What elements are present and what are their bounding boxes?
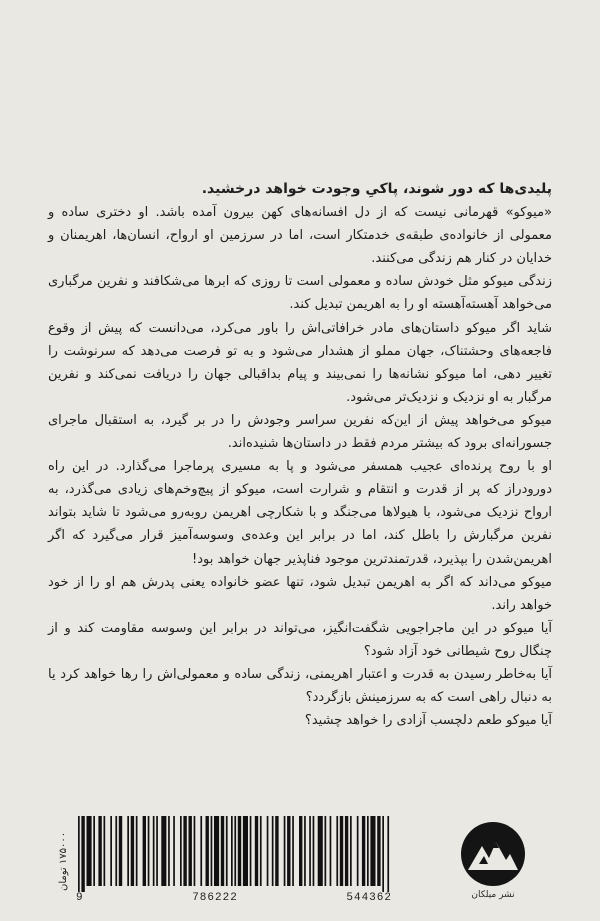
barcode-bar [387, 816, 389, 892]
blurb-paragraph: «میوکو» قهرمانی نیست که از دل افسانه‌های کهن بیرون آمده باشد. او دختری ساده و معمولی از خانواده‌ی طبقه‌ی خدمتکار است، اما در سرزمین او ارواح، انسان‌ها، اهریمنان و خدایان در کنار هم زندگی می‌کنند. [48, 205, 552, 267]
isbn-prefix-digit: 9 [76, 892, 84, 904]
barcode-bar [168, 816, 170, 886]
barcode-bar [255, 816, 258, 886]
blurb-paragraph: میوکو می‌خواهد پیش از این‌که نفرین سراسر وجودش را در بر گیرد، به استقبال ماجرای جسورانه‌ای برود که بیشتر مردم فقط در داستان‌ها شنیده‌اند. [48, 412, 552, 452]
barcode-bar [238, 816, 241, 886]
barcode-bar [377, 816, 380, 886]
barcode-bar [275, 816, 278, 886]
barcode-bar [221, 816, 224, 886]
barcode-bar [93, 816, 95, 886]
barcode-bar [304, 816, 306, 886]
barcode-bar [367, 816, 369, 886]
barcode-bar [156, 816, 158, 886]
barcode-bar [260, 816, 262, 886]
blurb-paragraph: میوکو می‌داند که اگر به اهریمن تبدیل شود، تنها عضو خانواده یعنی پدرش هم او را از خود خواهد راند. [48, 574, 552, 613]
barcode-bar [382, 816, 384, 892]
blurb-paragraph: شاید اگر میوکو داستان‌های مادر خرافاتی‌اش را باور می‌کرد، می‌دانست که پیش از وقوع فاجعه‌های وحشتناک، جهان مملو از هشدار می‌شود و به تو فرصت می‌دهد که سرنوشت را تغییر دهی، اما میوکو نشانه‌ها را نمی‌بیند و پیام بداقبالی جهان را دریافت نمی‌کند و نفرین مرگبار به او نزدیک و نزدیک‌تر می‌شود. [48, 320, 552, 405]
barcode-bar [299, 816, 302, 886]
barcode-bar [350, 816, 352, 886]
blurb-paragraph: زندگی میوکو مثل خودش ساده و معمولی است تا روزی که ابرها می‌شکافند و نفرین مرگباری می‌خواهد آهسته‌آهسته او را به اهریمن تبدیل کند. [48, 274, 552, 313]
barcode-bar [309, 816, 311, 886]
blurb-paragraph: آیا میوکو طعم دلچسب آزادی را خواهد چشید؟ [304, 713, 552, 729]
barcode-bar [148, 816, 150, 886]
barcode-bar [189, 816, 192, 886]
barcode-bar [211, 816, 213, 886]
barcode-bar [131, 816, 134, 886]
barcode-bar [78, 816, 80, 892]
barcode-bar [272, 816, 274, 886]
barcode-bar [313, 816, 315, 886]
barcode-bar [119, 816, 122, 886]
barcode-bar [234, 816, 236, 886]
barcode-bar [267, 816, 269, 886]
isbn-group-two: 544362 [346, 892, 392, 904]
barcode-bar [250, 816, 252, 886]
blurb-text [48, 178, 552, 732]
barcode-bar [98, 816, 101, 886]
mountain-logo-icon [460, 820, 526, 888]
barcode-bar [87, 816, 92, 886]
barcode-bar [206, 816, 209, 886]
barcode-bar [153, 816, 155, 886]
barcode-bar [243, 816, 248, 886]
barcode-bar [173, 816, 175, 886]
barcode-bar [81, 816, 84, 892]
barcode-bar [357, 816, 359, 886]
blurb-paragraph: آیا میوکو در این ماجراجویی شگفت‌انگیز، می‌تواند در برابر این وسوسه مقاومت کند و از چنگال روح شیطانی خود آزاد شود؟ [48, 620, 552, 659]
publisher-logo [460, 820, 526, 906]
blurb-paragraph: او با روح پرنده‌ای عجیب همسفر می‌شود و پا به مسیری پرماجرا می‌گذارد. در این راه دورودراز که پر از قدرت و انتقام و شرارت است، میوکو از پیچ‌وخم‌های زیادی می‌گذرد، به ارواح نزدیک می‌شود، با هیولاها می‌جنگد و با شکارچی اهریمن روبه‌رو می‌شود تا شاید بتواند نفرین مرگبارش را باطل کند، اما در برابر این وعده‌ی وسوسه‌آمیز قرار می‌گیرد که اگر اهریمن‌شدن را بپذیرد، قدرتمندترین موجود فناپذیر جهان خواهد بود! [48, 459, 552, 567]
barcode-bar [115, 816, 117, 886]
barcode-bar [136, 816, 138, 886]
barcode-bar [143, 816, 146, 886]
barcode-bar [110, 816, 112, 886]
barcode-bar [226, 816, 228, 886]
barcode-bar [214, 816, 219, 886]
barcode-bar [340, 816, 343, 886]
barcode-bar [325, 816, 327, 886]
barcode-bar [183, 816, 186, 886]
blurb-title: پلیدی‌ها که دور شوند، پاکیِ وجودت خواهد درخشید. [201, 181, 552, 197]
barcode-bar [180, 816, 182, 886]
barcode-bar [284, 816, 286, 886]
barcode-bar [318, 816, 323, 886]
barcode-bar [161, 816, 166, 886]
barcode-bar [200, 816, 202, 886]
barcode-bar [292, 816, 294, 886]
barcode-bar [345, 816, 348, 886]
barcode-bar [287, 816, 290, 886]
barcode-bar [231, 816, 233, 886]
barcode-block [58, 816, 428, 906]
barcode-bar [330, 816, 332, 886]
barcode-bar [127, 816, 129, 886]
isbn-digits [76, 892, 392, 904]
barcode-bar [104, 816, 106, 886]
publisher-name: نشر میلکان [471, 890, 515, 900]
blurb-paragraph: آیا به‌خاطر رسیدن به قدرت و اعتبار اهریمنی، زندگی ساده و معمولی‌اش را رها خواهد کرد یا به دنبال راهی است که به سرزمینش بازگردد؟ [48, 666, 552, 706]
barcode-bar [336, 816, 338, 886]
barcode-bar [362, 816, 365, 886]
barcode-image [76, 816, 392, 892]
barcode-bar [194, 816, 196, 886]
isbn-group-one: 786222 [192, 892, 238, 904]
barcode-bar [370, 816, 375, 886]
price-label: ۱۷۵۰۰۰ تومان [58, 831, 69, 891]
